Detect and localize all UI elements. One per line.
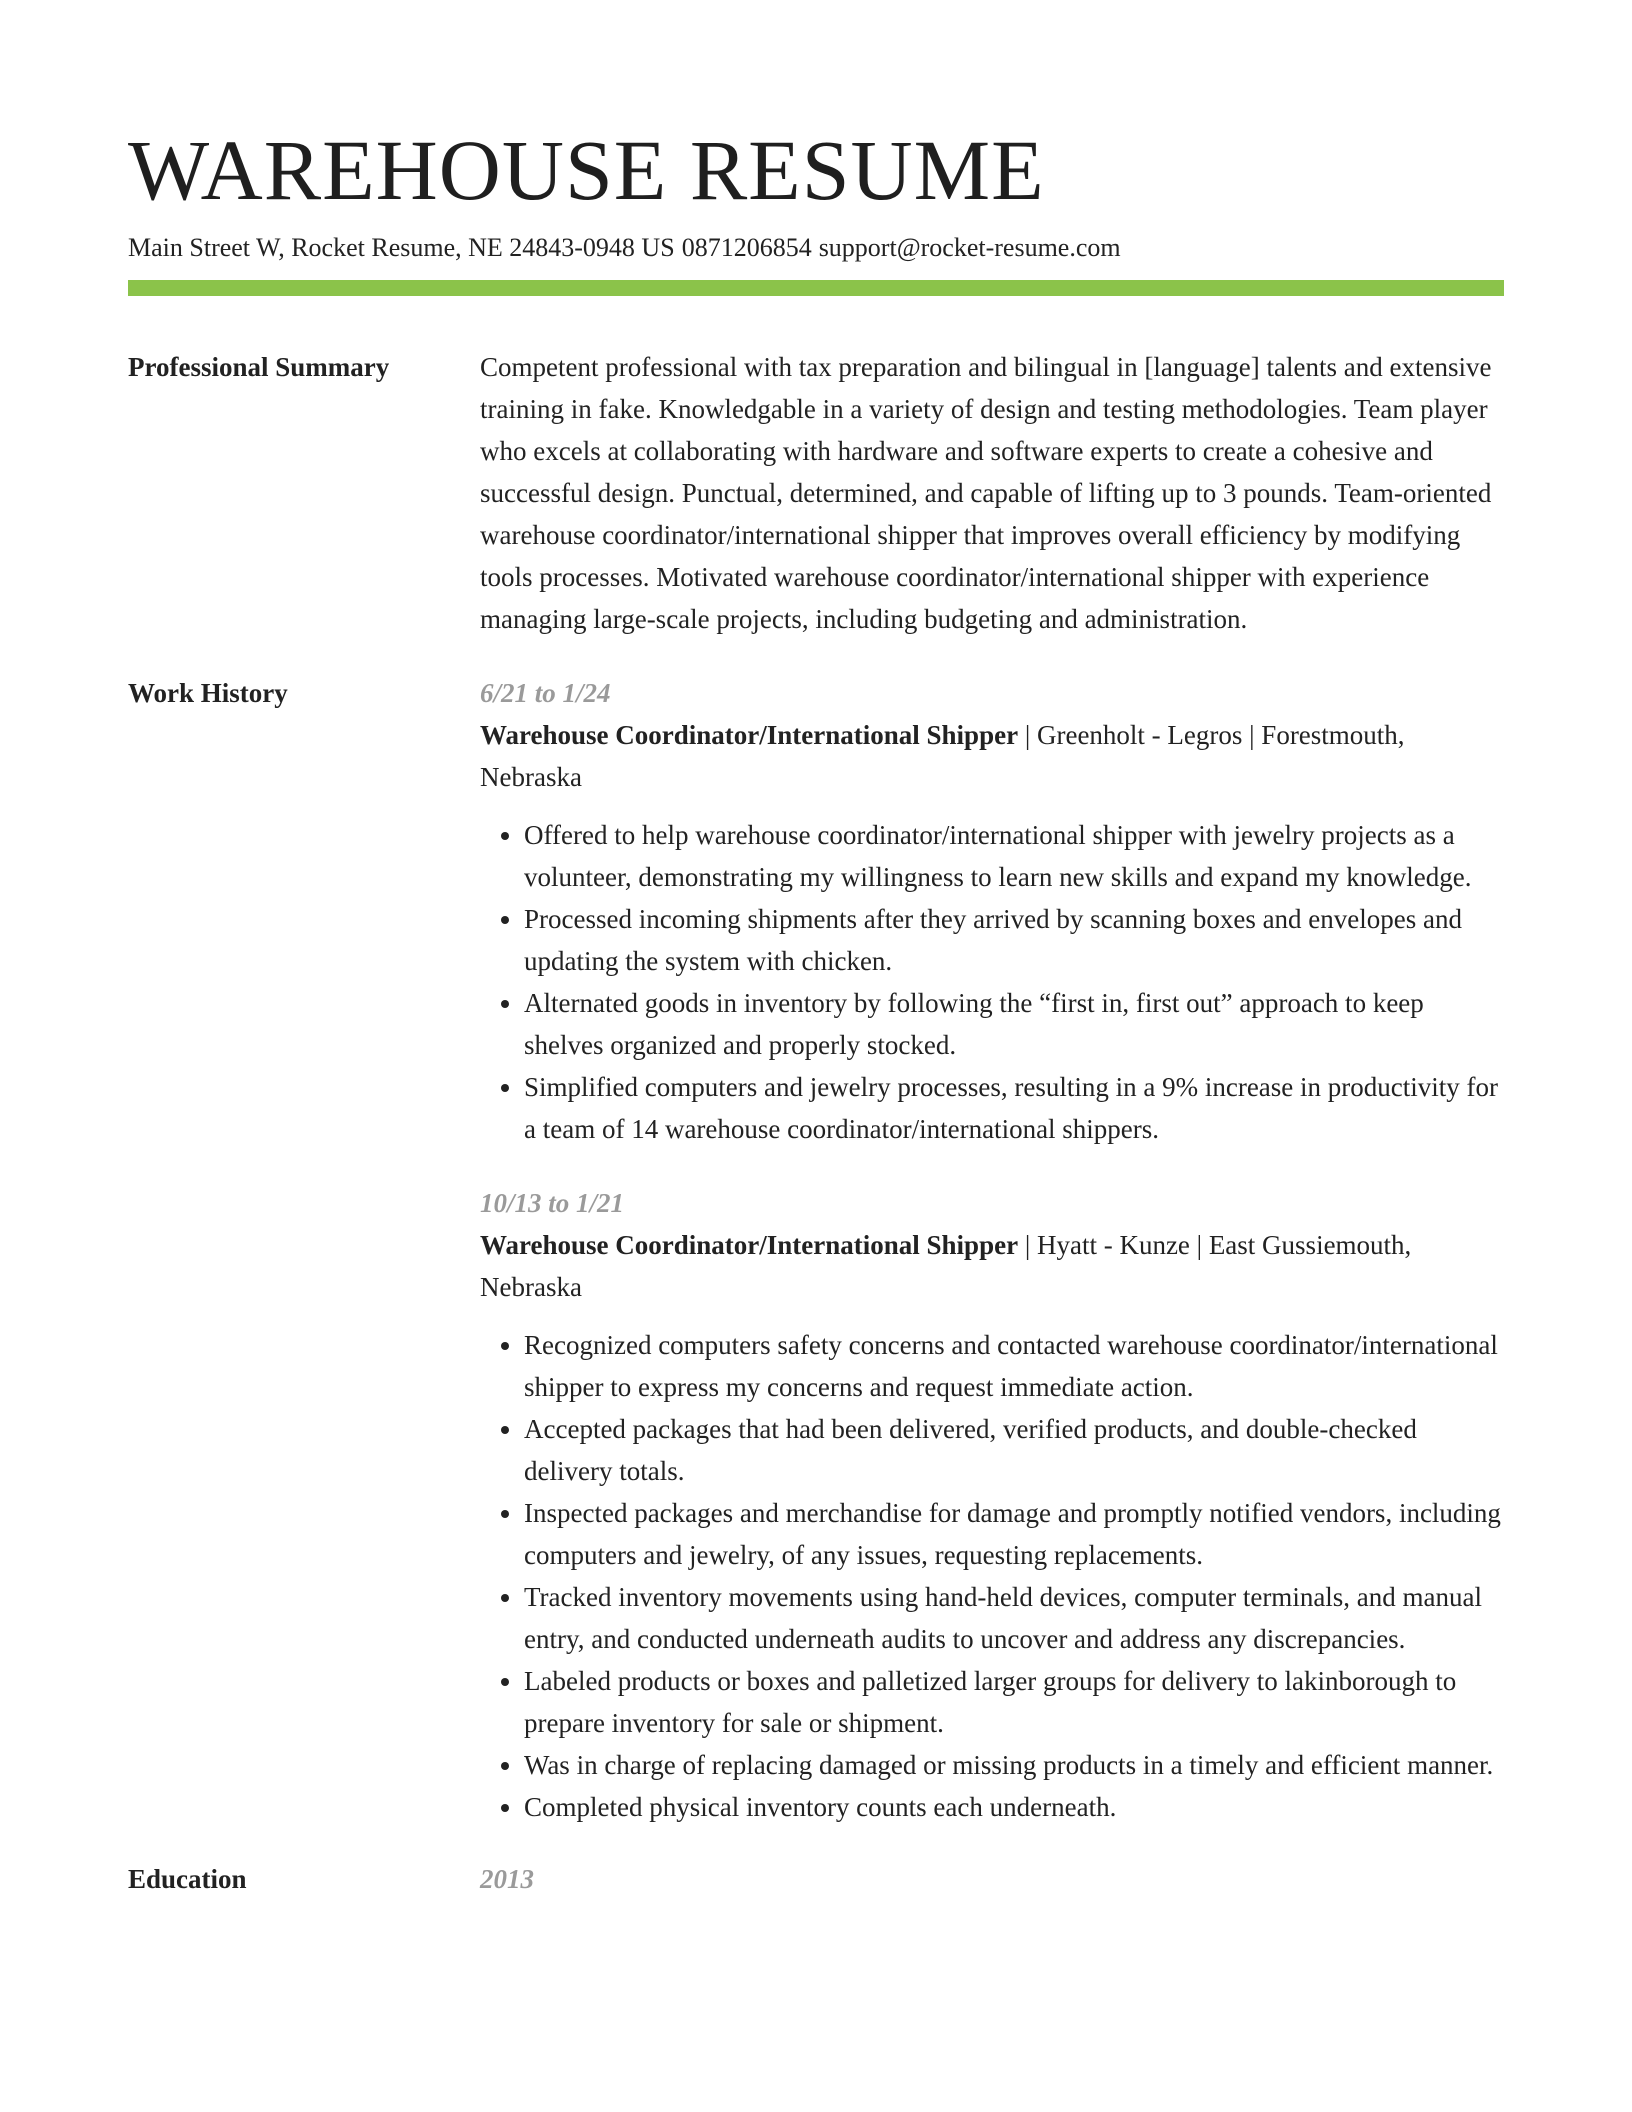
contact-phone: 0871206854	[681, 233, 812, 262]
section-label-work-history: Work History	[128, 678, 288, 708]
summary-text: Competent professional with tax preparation and bilingual in [language] talents and extensive training in fake. Knowledgable in a variety of design and testing methodologies. Team player who excels at collaborating with hardware and software experts to create a cohesive and successful design. Punctual, determined, and capable of lifting up to 3 pounds. Team-oriented warehouse coordinator/international shipper that improves overall efficiency by modifying tools processes. Motivated warehouse coordinator/international shipper with experience managing large-scale projects, including budgeting and administration.	[480, 352, 1492, 634]
accent-divider	[128, 280, 1504, 296]
job-heading	[480, 1224, 1504, 1308]
work-history-body	[480, 672, 1504, 1828]
contact-line	[128, 230, 1504, 266]
job-bullet: • Tracked inventory movements using hand-held devices, computer terminals, and manual entry, and conducted underneath audits to uncover and address any discrepancies.	[524, 1576, 1504, 1660]
job-bullet: • Simplified computers and jewelry processes, resulting in a 9% increase in productivity for a team of 14 warehouse coordinator/international shippers.	[524, 1066, 1504, 1150]
section-label-summary: Professional Summary	[128, 352, 390, 382]
job-dates: 10/13 to 1/21	[480, 1188, 625, 1218]
job-details: | Greenholt - Legros | Forestmouth, Nebraska	[480, 720, 1405, 792]
job-details: | Hyatt - Kunze | East Gussiemouth, Nebraska	[480, 1230, 1412, 1302]
job-title: Warehouse Coordinator/International Shipper	[480, 1230, 1019, 1260]
job-bullet: • Processed incoming shipments after they arrived by scanning boxes and envelopes and updating the system with chicken.	[524, 898, 1504, 982]
job-bullet: • Alternated goods in inventory by following the “first in, first out” approach to keep shelves organized and properly stocked.	[524, 982, 1504, 1066]
contact-email: support@rocket-resume.com	[818, 233, 1121, 262]
education-section	[128, 1858, 1504, 1900]
job-bullet: • Was in charge of replacing damaged or missing products in a timely and efficient manner.	[524, 1744, 1504, 1786]
job-bullets	[480, 814, 1504, 1150]
resume-page	[128, 118, 1504, 1900]
job-dates: 6/21 to 1/24	[480, 678, 611, 708]
job-bullets	[480, 1324, 1504, 1828]
job-bullet: • Labeled products or boxes and palletized larger groups for delivery to lakinborough to prepare inventory for sale or shipment.	[524, 1660, 1504, 1744]
section-label-education: Education	[128, 1864, 247, 1894]
job-bullet: • Recognized computers safety concerns and contacted warehouse coordinator/international shipper to express my concerns and request immediate action.	[524, 1324, 1504, 1408]
work-history-section	[128, 672, 1504, 1828]
professional-summary-section	[128, 346, 1504, 640]
education-dates: 2013	[480, 1864, 534, 1894]
job-entry	[480, 672, 1504, 1150]
job-title: Warehouse Coordinator/International Shipper	[480, 720, 1019, 750]
job-bullet: • Completed physical inventory counts each underneath.	[524, 1786, 1504, 1828]
education-body	[480, 1858, 1504, 1900]
job-heading	[480, 714, 1504, 798]
job-entry	[480, 1182, 1504, 1828]
contact-address: Main Street W, Rocket Resume, NE 24843-0948 US	[128, 233, 675, 262]
job-bullet: • Offered to help warehouse coordinator/international shipper with jewelry projects as a volunteer, demonstrating my willingness to learn new skills and expand my knowledge.	[524, 814, 1504, 898]
job-bullet: • Accepted packages that had been delivered, verified products, and double-checked delivery totals.	[524, 1408, 1504, 1492]
job-bullet: • Inspected packages and merchandise for damage and promptly notified vendors, including computers and jewelry, of any issues, requesting replacements.	[524, 1492, 1504, 1576]
resume-title: WAREHOUSE RESUME	[128, 122, 1045, 218]
